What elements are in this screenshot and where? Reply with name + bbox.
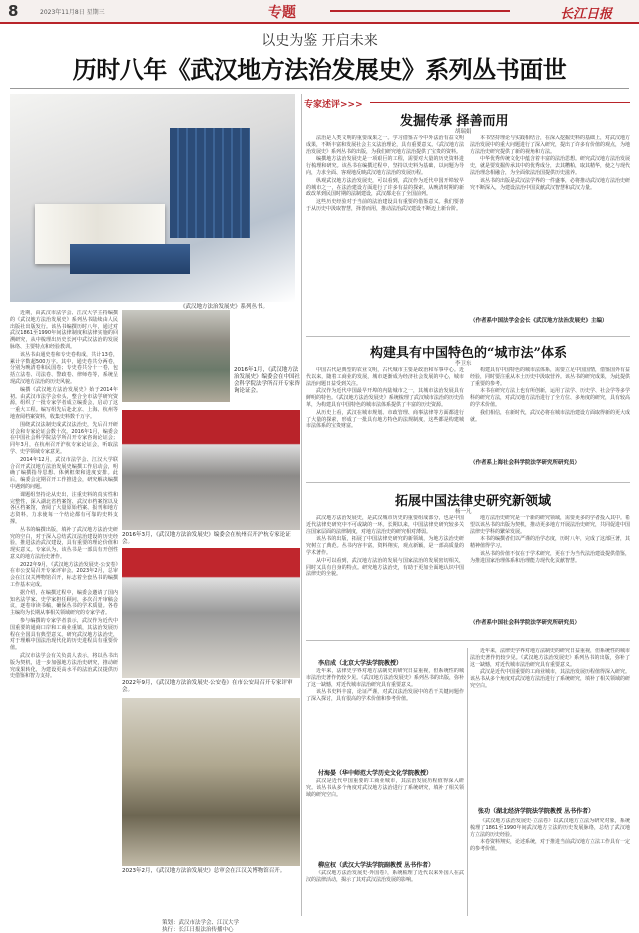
paragraph: 从中可以看到，武汉地方法治的发展与国家法治的发展密切相关，同时又具有自身的特点。研究地方法治史，有助于更加全面地认识中国法律史的全貌。 (306, 557, 464, 578)
header-rule (0, 22, 639, 24)
article-2-byline: 李卫东 (455, 361, 472, 367)
paragraph: 本书坚持理论与实践相结合，在深入挖掘史料的基础上，对武汉地方法治发展中的重大问题进行了深入研究，提出了许多有价值的观点，为地方法治史研究提供了新的视角和方法。 (470, 135, 630, 155)
paragraph: 武汉作为近代中国最早开埠的内陆城市之一，其城市法治发展具有鲜明的特色。《武汉地方法治发展史》系统梳理了武汉城市法治的历史沿革，为构建具有中国特色的城市法体系提供了丰富的历史资源。 (306, 388, 464, 408)
article-2-title: 构建具有中国特色的“城市法”体系 (370, 346, 567, 361)
commentator-2-text (306, 778, 464, 850)
paragraph: 本卷资料翔实，论述系统，对于推进当前武汉地方立法工作具有一定的参考价值。 (470, 839, 630, 853)
page-footer (0, 918, 639, 933)
article-separator (306, 640, 630, 641)
paragraph: 我们相信，在新时代，武汉必将在城市法治建设方面取得新的更大成就。 (470, 409, 630, 423)
paragraph: 近年来，法律史学界对地方法制史的研究日益重视，但系统性的城市法治史著作仍较少见。《武汉地方法治发展史》系列丛书的出版，弥补了这一缺憾，对近代城市法治研究具有重要意义。 (306, 668, 464, 688)
meeting-photo-3 (122, 548, 300, 678)
paragraph: 武汉是近代中国重要的工商业城市，其法治发展历程值得深入研究。该丛书从多个角度对武汉地方法治进行了系统研究，填补了相关领域的研究空白。 (306, 778, 464, 798)
page-number: 8 (8, 2, 19, 20)
paragraph: 该丛书史料丰富，论证严谨，对武汉法治发展中的若干关键问题作了深入探讨，具有很高的学术价值和参考价值。 (306, 689, 464, 703)
book-spines (170, 128, 250, 238)
paragraph: 近年来，法律史学界对地方法制史的研究日益重视，但系统性的城市法治史著作仍较少见。《武汉地方法治发展史》系列丛书的出版，弥补了这一缺憾，对近代城市法治研究具有重要意义。 (470, 648, 630, 668)
paragraph: 中国古代是典型的农业文明，古代城市主要是政治和军事中心。近代以来，随着工商业的发展，城市逐渐成为经济社会发展的中心，城市法治问题日益受到关注。 (306, 367, 464, 387)
commentator-1-text (306, 668, 464, 764)
lead-paragraph: 2014年12月，武汉市法学会、江汉大学联合召开武汉地方法治发展史编撰工作启动会，明确了编撰指导思想、体例框架和进度安排。此后，编委会定期召开工作推进会，研究解决编撰中遇到的问题。 (10, 456, 118, 490)
lead-paragraph: 据介绍，在编撰过程中，编委会邀请了国内知名法学家、史学家担任顾问，多次召开审稿会议，逐卷审读书稿，确保丛书的学术质量。各卷主编均为长期从事相关领域研究的专家学者。 (10, 589, 118, 617)
article-3-byline: 杨一凡 (455, 509, 472, 515)
article-3-col-2 (470, 515, 630, 615)
lead-paragraph: 武汉市法学会有关负责人表示，将以丛书出版为契机，进一步加强地方法治史研究，推动研究成果转化，为建设更高水平的法治武汉提供历史借鉴和智力支持。 (10, 653, 118, 680)
paragraph: 该丛书的出版是武汉法学界的一件盛事，必将推动武汉地方法治史研究不断深入，为建设法治中国贡献武汉智慧和武汉力量。 (470, 177, 630, 191)
books-photo (10, 94, 295, 302)
page-header (0, 0, 639, 22)
paragraph: 该丛书的价值不仅在于学术研究，更在于为当代法治建设提供借鉴，为推进国家治理体系和治理能力现代化贡献智慧。 (470, 550, 630, 564)
commentator-2-name: 付海晏（华中师范大学历史文化学院教授） (318, 770, 433, 777)
lead-paragraph: 丛书的编撰出版，填补了武汉地方法治史研究的空白，对于深入总结武汉法治建设的历史经验，推进法治武汉建设，具有重要的理论价值和现实意义。专家认为，该丛书是一部具有开创性意义的地方法治史著作。 (10, 526, 118, 560)
article-1-byline: 胡瑞娟 (455, 129, 472, 135)
paragraph: 中华优秀传统文化中蕴含着丰富的法治思想。研究武汉地方法治发展史，就是要发掘传承其中的优秀成分，去其糟粕，取其精华，使之与现代法治理念相融合，为全面依法治国提供历史滋养。 (470, 156, 630, 176)
lead-paragraph: 编撰《武汉地方法治发展史》始于2014年初。由武汉市法学会牵头，整合全市法学研究资源，组织了一批专家学者成立编委会，启动了这一重大工程。编写组先后赴北京、上海、杭州等地查阅档案资料，收集史料数千万字。 (10, 386, 118, 420)
article-1-col-1 (306, 135, 464, 331)
meeting-photo-4 (122, 698, 300, 866)
caption-photo-2: 2016年3月，《武汉地方法治发展史》编委会在杭州召开沪杭专家论证会。 (122, 532, 291, 545)
paragraph: 《武汉地方法治发展史·外国卷》，系统梳理了近代以来外国人在武汉的法律活动，揭示了其对武汉法治发展的影响。 (306, 870, 464, 883)
paragraph: 地方法治史研究是一个新的研究领域，需要更多的学者投入其中。希望以该丛书的出版为契机，推动更多地方开展法治史研究，共同促进中国法律史学科的繁荣发展。 (470, 515, 630, 535)
column-divider (467, 648, 468, 916)
lead-paragraph: 近期，由武汉市法学会、江汉大学主持编撰的《武汉地方法治发展史》系列丛书陆续由人民出版社出版发行。该丛书编撰历时八年，通过对武汉1861至1990年间法律制度和法律实施的回溯研究，从中梳理出历史长河中武汉法治的发展脉络、主要特点和经验教训。 (10, 310, 118, 350)
lead-paragraph: 该丛书由通史卷和专史卷构成，共计13卷，累计字数超500万字。其中，通史卷共分两卷，分别为晚清卷和民国卷；专史卷共分十一卷，包括立法卷、司法卷、警政卷、律师卷等，系统呈现武汉地方法治的历史风貌。 (10, 351, 118, 385)
paragraph: 武汉地方法治发展史，是武汉城市历史的重要组成部分，也是中国近代法律史研究中不可或缺的一环。长期以来，中国法律史研究较多关注国家层面的法律制度，对地方法治史的研究相对薄弱。 (306, 515, 464, 535)
caption-photo-4: 2023年2月，《武汉地方法治发展史》总审会在江汉关博物馆召开。 (122, 868, 286, 874)
caption-photo-3: 2022年9月，《武汉地方法治发展史·公安卷》在市公安局召开专家评审会。 (122, 680, 293, 693)
meeting-photo-2 (122, 410, 300, 530)
paragraph: 武汉是近代中国重要的工商业城市，其法治发展历程值得深入研究。该丛书从多个角度对武汉地方法治进行了系统研究，填补了相关领域的研究空白。 (470, 669, 630, 689)
paragraph: 从历史上看，武汉在城市规划、市政管理、商事法律等方面都进行了大量的探索，形成了一批具有地方特色的法规制度，这些都是构建城市法体系的宝贵财富。 (306, 409, 464, 430)
commentator-4-text-top (470, 648, 630, 798)
kicker: 以史为鉴 开启未来 (261, 33, 378, 49)
article-separator (306, 482, 630, 483)
footer-executor: 执行：长江日报法治传播中心 (162, 927, 234, 933)
article-2-signature: （作者系上海社会科学院法学研究所研究员） (470, 460, 581, 466)
lead-paragraph: 围绕武汉法制史成武汉法治史，先后召开研讨会和专家论证会数十次。2016年1月，编委会在中国社会科学院法学所召开专家咨询论证会；同年3月，在杭州召开沪杭专家论证会，听取法学、史学领域专家意见。 (10, 421, 118, 455)
paragraph: 《武汉地方法治发展史·立法卷》以武汉地方立法为研究对象，系统梳理了1861至1990年间武汉地方立法的历史发展脉络，总结了武汉地方立法的历史经验。 (470, 818, 630, 838)
commentator-1-name: 李启成（北京大学法学院教授） (318, 660, 403, 667)
paragraph: 纵观武汉地方法治发展史，可以看到，武汉作为近代中国开埠较早的城市之一，在法治建设方面进行了许多有益的探索。从晚清时期的新政改革到民国时期的法制建设，武汉都走在了全国前列。 (306, 177, 464, 198)
paragraph: 本书的编撰者们以严谨的治学态度，历时八年，完成了这部巨著，其精神值得学习。 (470, 536, 630, 550)
expert-section-header: 专家述评>>> (304, 100, 363, 110)
article-3-title: 拓展中国法律史研究新领域 (395, 494, 552, 509)
caption-books: 《武汉地方法治发展史》系列丛书。 (180, 304, 269, 310)
expert-header-rule (370, 102, 630, 103)
footer-planner: 策划：武汉市法学会、江汉大学 (162, 920, 240, 926)
commentator-4-name: 张功（湖北经济学院法学院教授 丛书作者） (478, 808, 595, 815)
article-3-col-1 (306, 515, 464, 635)
masthead-logo: 长江日报 (560, 7, 613, 22)
issue-date: 2023年11月8日 星期三 (40, 9, 105, 16)
meeting-photo-1 (122, 310, 230, 402)
headline: 历时八年《武汉地方法治发展史》系列丛书面世 (72, 55, 567, 84)
article-1-col-2 (470, 135, 630, 315)
article-1-title: 发掘传承 择善而用 (400, 114, 509, 129)
paragraph: 构建具有中国特色的城市法体系，需要立足中国国情，借鉴国外有益经验，同时要注重从本土历史中汲取营养。该丛书的研究成果，为此提供了重要的参考。 (470, 367, 630, 387)
paragraph: 编撰地方法治发展史是一项艰巨的工程，需要对大量的历史资料进行梳理和研究。该丛书在编撰过程中，坚持以史料为基础，以问题为导向，力求全面、客观地反映武汉地方法治的发展历程。 (306, 156, 464, 176)
paragraph: 这些历史经验对于当前的法治建设具有重要的借鉴意义。我们要善于从历史中汲取智慧，择善而用，推动法治武汉建设不断迈上新台阶。 (306, 199, 464, 212)
caption-photo-1: 2016年1月，《武汉地方法治发展史》编委会在中国社会科学院法学所召开专家咨询论证会。 (234, 367, 301, 394)
article-2-col-1 (306, 367, 464, 479)
lead-paragraph: 2022年9月，《武汉地方法治发展史·公安卷》在市公安局召开专家评审会。2023年2月，总审会在江汉关博物馆召开，标志着全套丛书的编撰工作基本完成。 (10, 561, 118, 589)
commentator-3-text (306, 870, 464, 910)
commentator-3-name: 柳应权（武汉大学法学院副教授 丛书作者） (318, 862, 435, 869)
book-stack (70, 244, 190, 274)
headline-rule (10, 88, 629, 89)
article-3-signature: （作者系中国社会科学院法学研究所研究员） (470, 620, 581, 626)
paragraph: 本书在研究方法上也有所创新，运用了法学、历史学、社会学等多学科的研究方法，对武汉地方法治进行了全方位、多角度的研究，具有较高的学术价值。 (470, 388, 630, 408)
paragraph: 该丛书的出版，拓展了中国法律史研究的新领域，为地方法治史研究树立了典范。丛书内容丰富，资料翔实，观点新颖，是一部高质量的学术著作。 (306, 536, 464, 556)
article-2-col-2 (470, 367, 630, 457)
article-1-signature: （作者系中国法学会会长《武汉地方法治发展史》主编） (470, 318, 608, 324)
commentator-4-text (470, 818, 630, 914)
section-rule (330, 10, 510, 12)
column-divider (301, 94, 302, 916)
lead-paragraph: 课题组坚持论从史出，注重史料的真实性和完整性，深入湖北省档案馆、武汉市档案馆以及各区档案馆，查阅了大量原始档案、报刊和地方志资料，力求使每一个结论都有可靠的史料支撑。 (10, 491, 118, 525)
lead-paragraph: 参与编撰的专家学者表示，武汉作为近代中国重要的通商口岸和工商业重镇，其法治发展历程在全国具有典型意义。研究武汉地方法治史，对于理解中国法治现代化的历史进程具有重要价值。 (10, 618, 118, 652)
article-separator (306, 336, 630, 337)
lead-article-body (10, 310, 118, 916)
section-title: 专题 (268, 5, 296, 21)
paragraph: 法治是人类文明的重要成果之一。学习借鉴古今中外法治有益文明成果，不断丰富和发展社会主义法治理论，具有重要意义。《武汉地方法治发展史》系列丛书的出版，为我们研究地方法治提供了宝贵的资料。 (306, 135, 464, 155)
